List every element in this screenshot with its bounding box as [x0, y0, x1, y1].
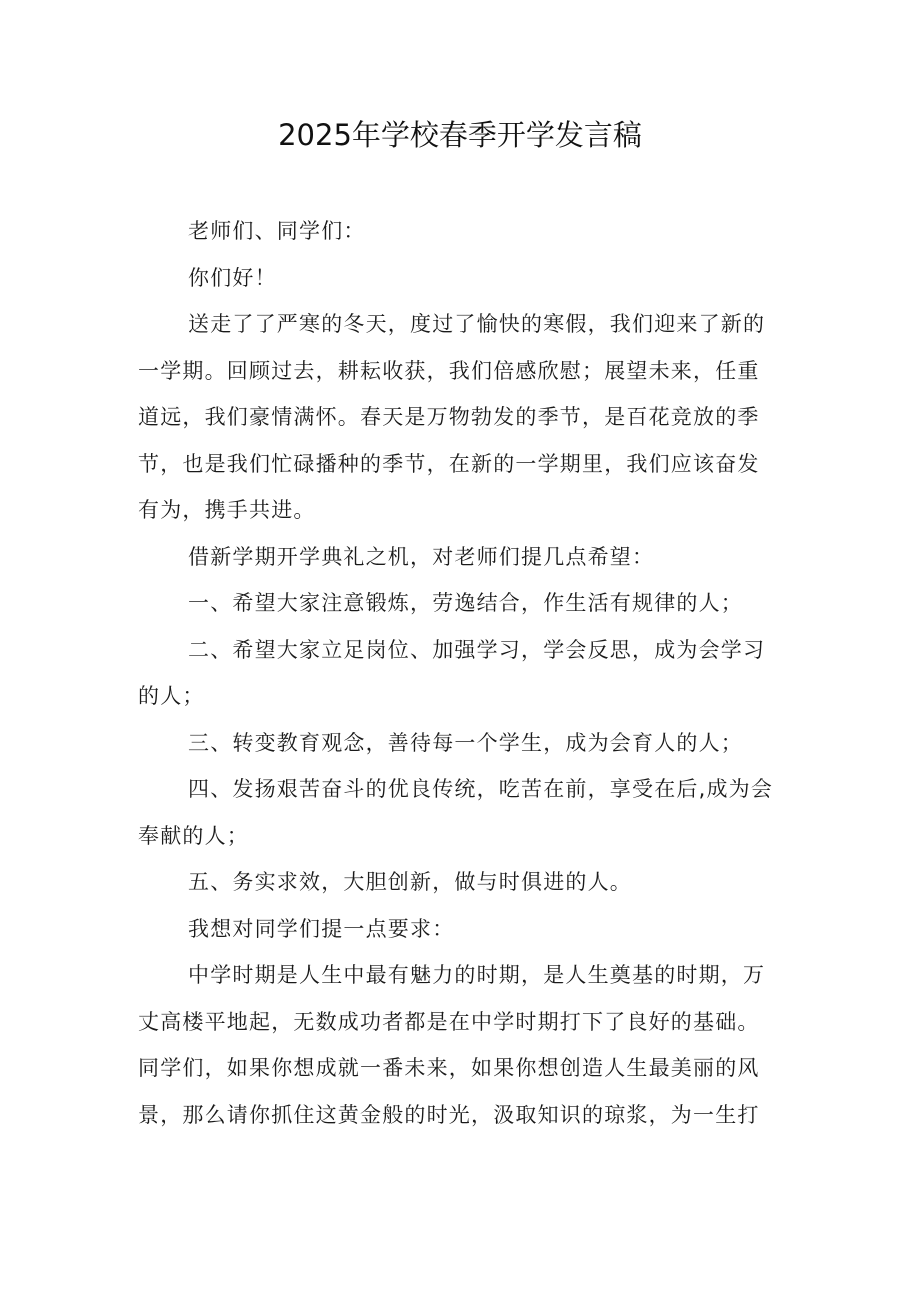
paragraph-line: 送走了了严寒的冬天，度过了愉快的寒假，我们迎来了新的: [188, 312, 766, 336]
list-item-line: 五、务实求效，大胆创新，做与时俱进的人。: [188, 870, 632, 894]
paragraph-line: 有为，携手共进。: [138, 498, 316, 522]
document-title: 2025年学校春季开学发言稿: [278, 118, 642, 152]
paragraph-line: 借新学期开学典礼之机，对老师们提几点希望：: [188, 544, 655, 569]
paragraph-line: 同学们，如果你想成就一番未来，如果你想创造人生最美丽的风: [138, 1056, 760, 1080]
paragraph-line: 道远，我们豪情满怀。春天是万物勃发的季节，是百花竞放的季: [138, 405, 760, 429]
document-body: [138, 208, 793, 1138]
salutation-line: 老师们、同学们：: [188, 219, 366, 243]
list-item-line: 四、发扬艰苦奋斗的优良传统，吃苦在前，享受在后,成为会: [188, 777, 774, 801]
paragraph-line: 我想对同学们提一点要求：: [188, 916, 455, 941]
paragraph-line: 景，那么请你抓住这黄金般的时光，汲取知识的琼浆，为一生打: [138, 1102, 760, 1127]
greeting-line: 你们好！: [188, 265, 277, 290]
list-item-line: 的人；: [138, 684, 205, 708]
list-item-line: 奉献的人；: [138, 823, 249, 848]
list-item-line: 一、希望大家注意锻炼，劳逸结合，作生活有规律的人；: [188, 591, 743, 615]
paragraph-line: 一学期。回顾过去，耕耘收获，我们倍感欣慰；展望未来，任重: [138, 358, 760, 383]
paragraph-line: 节，也是我们忙碌播种的季节，在新的一学期里，我们应该奋发: [138, 451, 760, 476]
paragraph-line: 中学时期是人生中最有魅力的时期，是人生奠基的时期，万: [188, 963, 766, 987]
paragraph-line: 丈高楼平地起，无数成功者都是在中学时期打下了良好的基础。: [138, 1009, 760, 1034]
list-item-line: 二、希望大家立足岗位、加强学习，学会反思，成为会学习: [188, 637, 766, 662]
list-item-line: 三、转变教育观念，善待每一个学生，成为会育人的人；: [188, 730, 743, 755]
